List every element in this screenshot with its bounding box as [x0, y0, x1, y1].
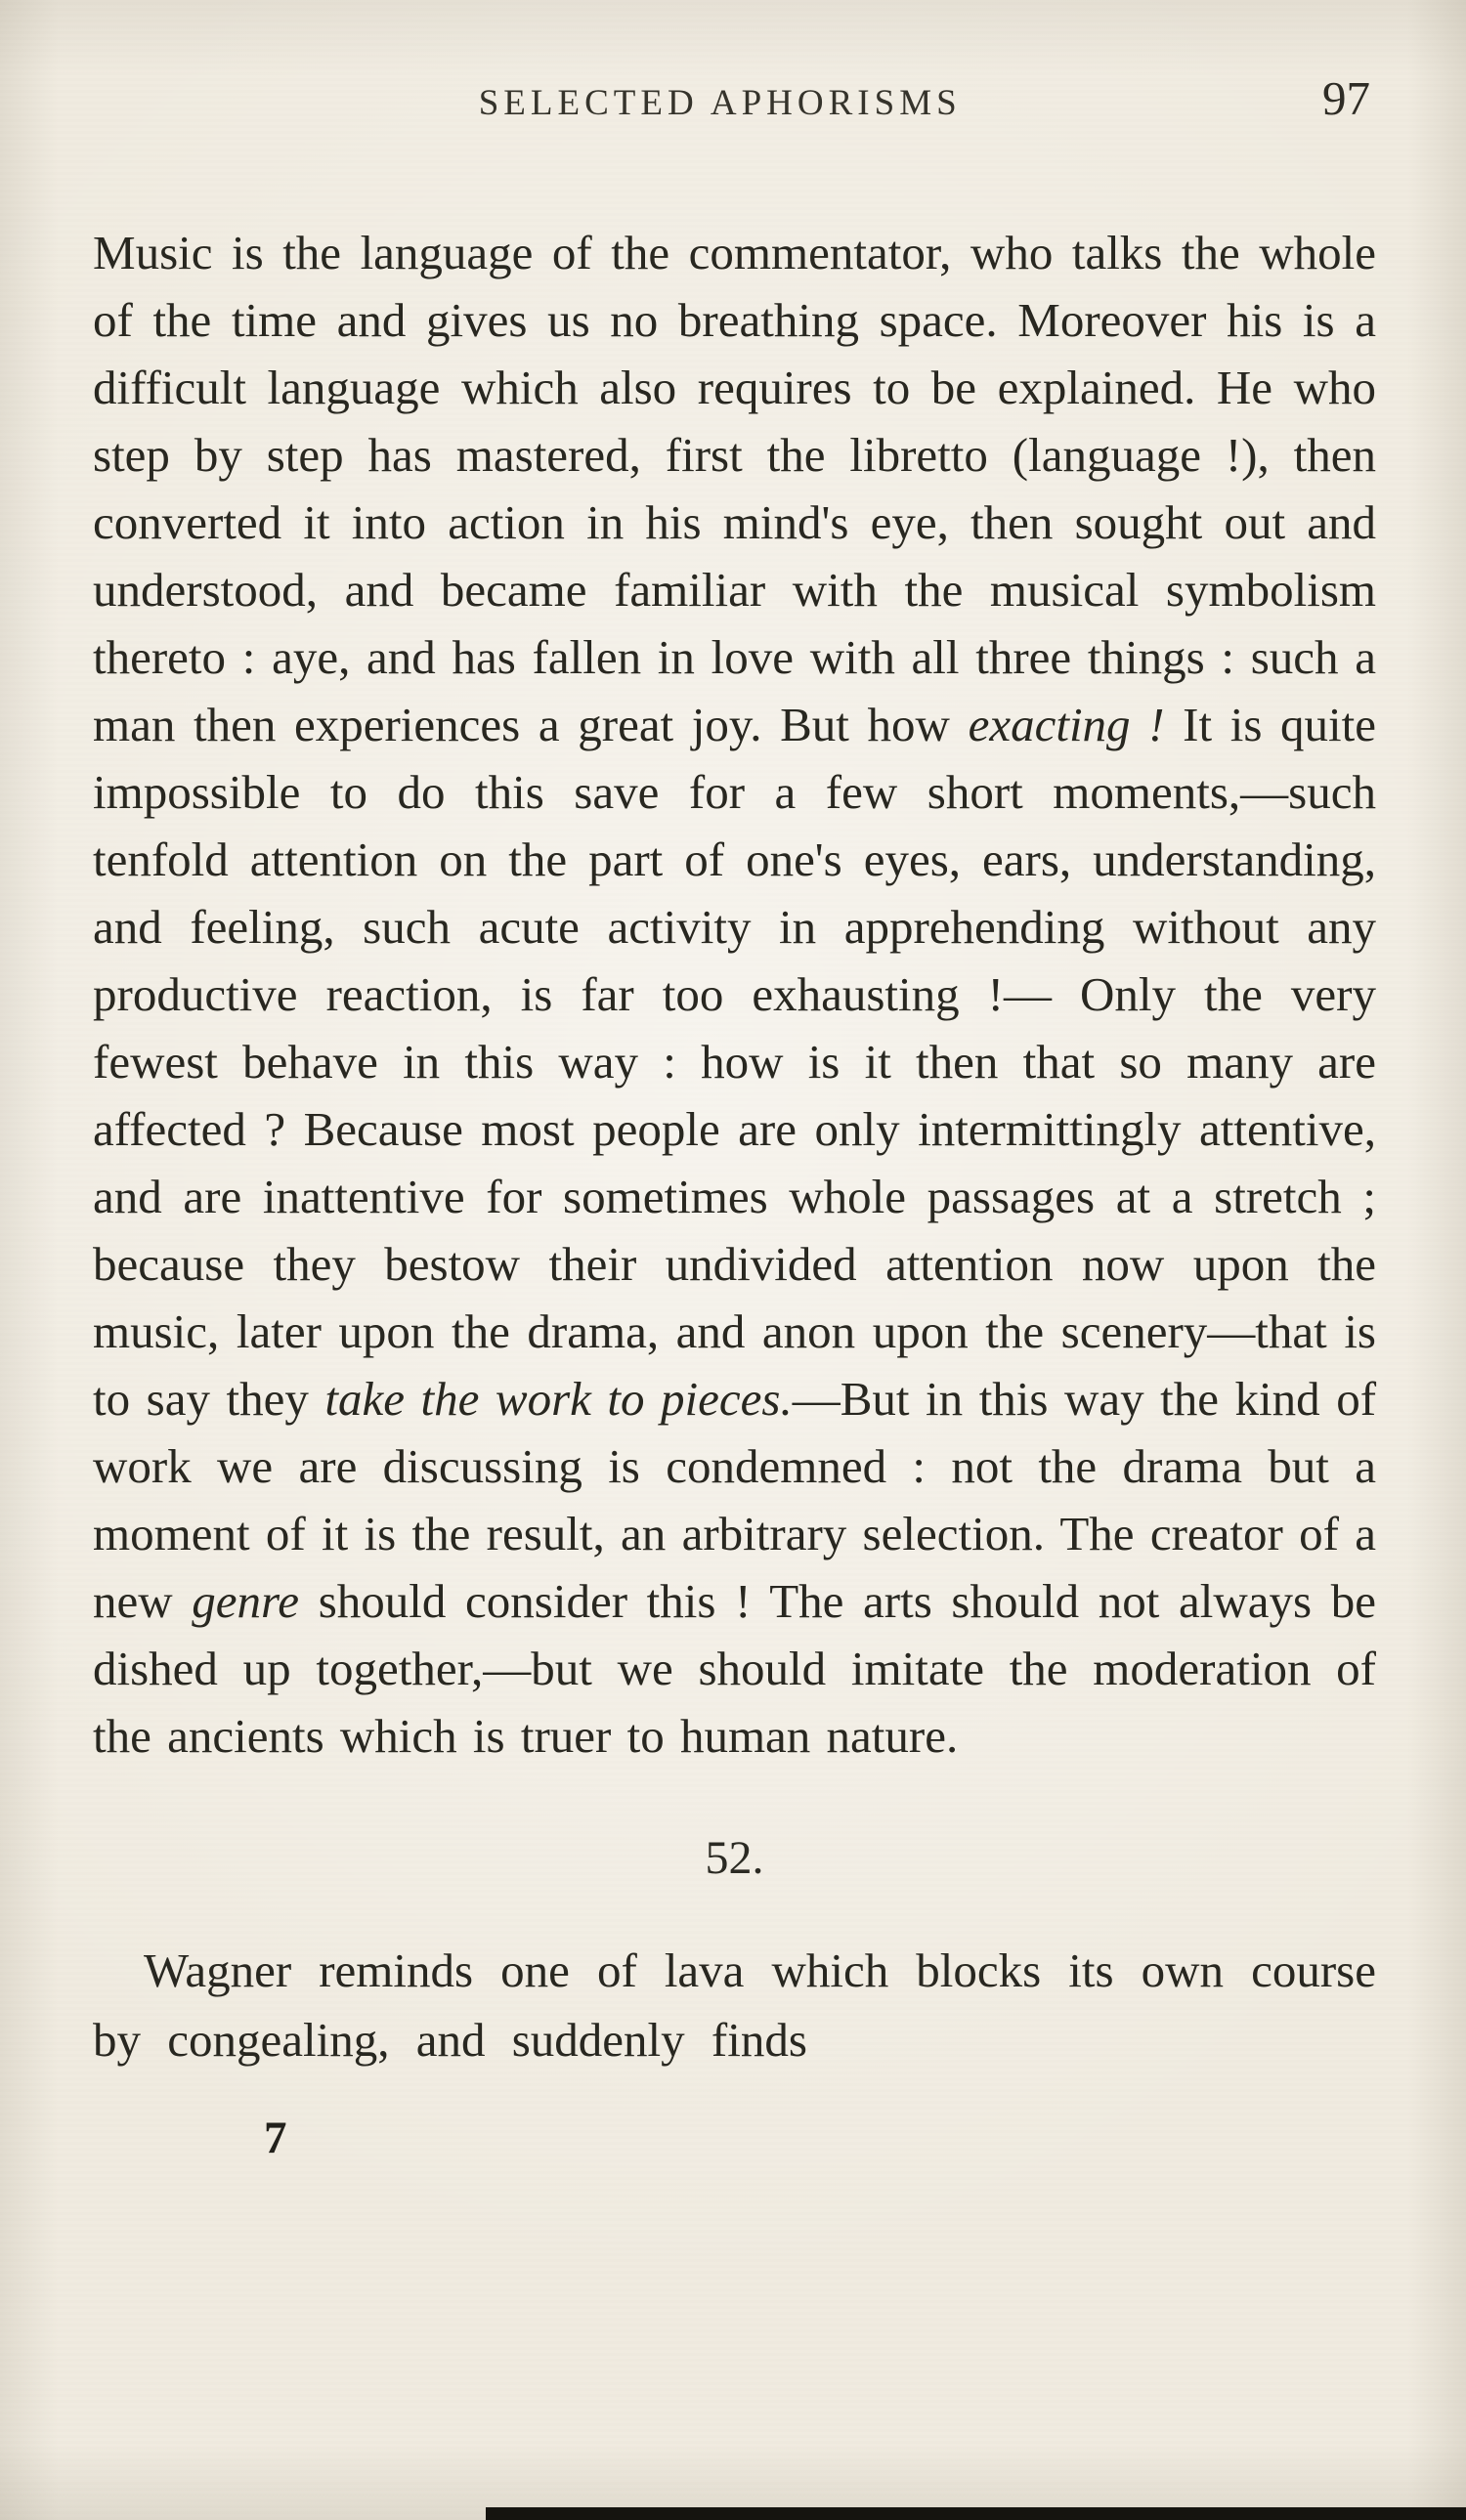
page-number: 97: [1322, 71, 1370, 125]
text-segment: —But in this way the kind of work we are discussing is condemned : not the drama but a moment of it is the result, an arbitrary selection. The creator of a new: [93, 1372, 1377, 1628]
header-title: SELECTED APHORISMS: [478, 83, 962, 123]
italic-phrase: genre: [192, 1574, 300, 1628]
scan-bottom-edge-artifact: [486, 2507, 1466, 2520]
text-segment: should consider this ! The arts should not always be dished up together,—but we should imitate the moderation of the ancients which is truer to human nature.: [93, 1574, 1376, 1763]
section-number: 52.: [705, 1832, 764, 1884]
signature-mark: 7: [264, 2113, 287, 2163]
page-content: [93, 0, 1376, 2164]
italic-phrase: take the work to pieces.: [324, 1372, 793, 1426]
aphorism-51-text: [93, 219, 1376, 1770]
italic-phrase: exacting !: [968, 698, 1165, 751]
running-header: [93, 71, 1376, 135]
text-segment: Music is the language of the commentator, who talks the whole of the time and gives us no breathing space. Moreover his is a difficult language which also requires to be explained. He who step by step has mastered, first the libretto (language !), then converted it into action in his mind's eye, then sought out and understood, and became familiar with the musical symbolism thereto : aye, and has fallen in love with all three things : such a man then experiences a great joy. But how: [93, 226, 1376, 751]
aphorism-52-text: Wagner reminds one of lava which blocks its own course by congealing, and suddenly finds: [93, 1943, 1376, 2067]
text-segment: It is quite impossible to do this save for a few short moments,—such tenfold attention on the part of one's eyes, ears, understanding, and feeling, such acute activity in apprehending without any productive reaction, is far too exhausting !— Only the very fewest behave in this way : how is it then that so many are affected ? Because most people are only intermittingly attentive, and are inattentive for sometimes whole passages at a stretch ; because they bestow their undivided attention now upon the music, later upon the drama, and anon upon the scenery—that is to say they: [93, 698, 1377, 1426]
